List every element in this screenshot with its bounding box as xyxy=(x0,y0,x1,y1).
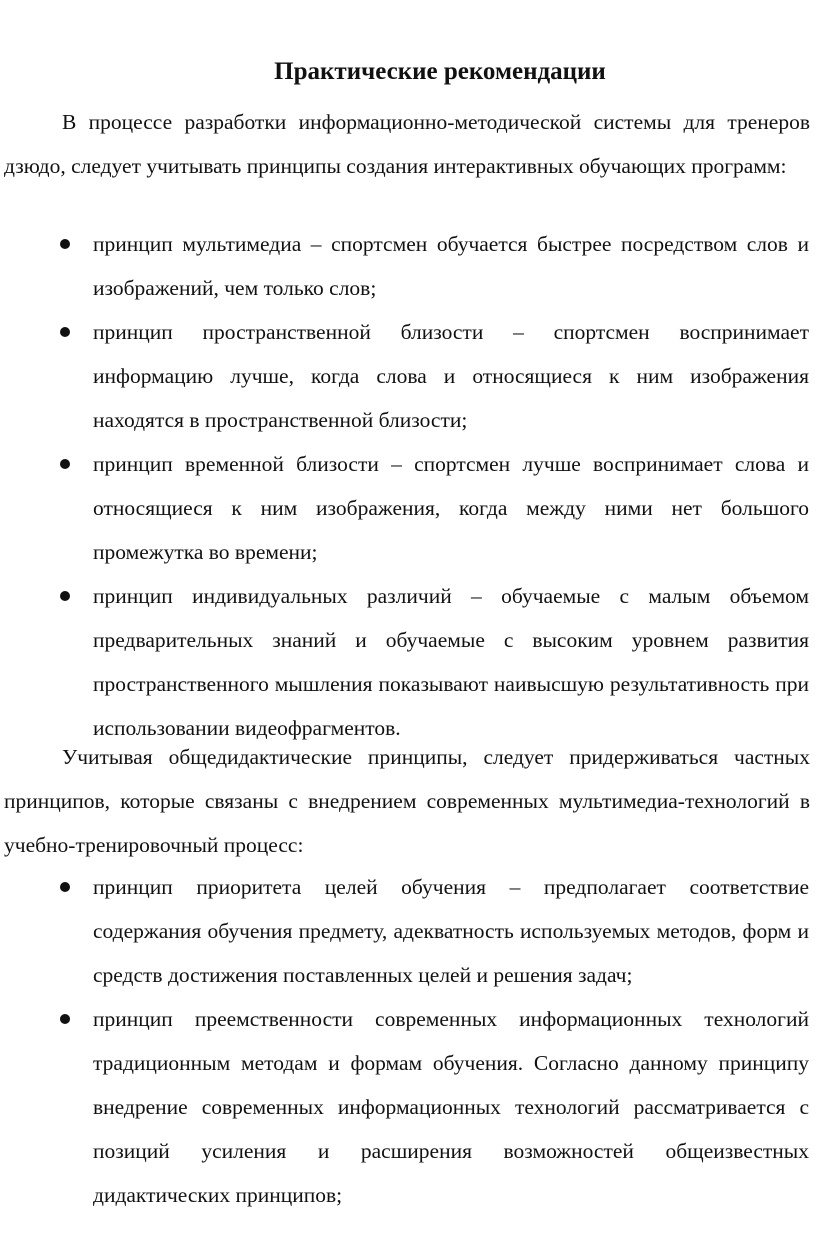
intro-paragraph: В процессе разработки информационно-методической системы для тренеров дзюдо, следует учитывать принципы создания интерактивных обучающих программ: xyxy=(4,110,810,178)
list-item xyxy=(0,442,816,574)
list-item-text: принцип пространственной близости – спортсмен воспринимает информацию лучше, когда слова и относящиеся к ним изображения находятся в пространственной близости; xyxy=(93,320,809,432)
list-item xyxy=(0,574,816,750)
bullet-icon xyxy=(60,1014,70,1024)
principles-list xyxy=(0,222,816,750)
bullet-icon xyxy=(60,882,70,892)
list-item-text: принцип преемственности современных информационных технологий традиционным методам и формам обучения. Согласно данному принципу внедрение современных информационных технологий рассматривается с позиций усиления и расширения возможностей общеизвестных дидактических принципов; xyxy=(93,1007,809,1207)
particular-principles-list xyxy=(0,865,816,1217)
list-item xyxy=(0,997,816,1217)
bullet-icon xyxy=(60,591,70,601)
list-item-text: принцип мультимедиа – спортсмен обучается быстрее посредством слов и изображений, чем только слов; xyxy=(93,232,809,300)
list-item-text: принцип временной близости – спортсмен лучше воспринимает слова и относящиеся к ним изображения, когда между ними нет большого промежутка во времени; xyxy=(93,452,809,564)
bullet-icon xyxy=(60,239,70,249)
list-item xyxy=(0,222,816,310)
list-item xyxy=(0,865,816,997)
bullet-icon xyxy=(60,327,70,337)
bullet-icon xyxy=(60,459,70,469)
page-title: Практические рекомендации xyxy=(274,58,606,85)
list-item-text: принцип индивидуальных различий – обучаемые с малым объемом предварительных знаний и обучаемые с высоким уровнем развития пространственного мышления показывают наивысшую результативность при использовании видеофрагментов. xyxy=(93,584,809,740)
list-item-text: принцип приоритета целей обучения – предполагает соответствие содержания обучения предмету, адекватность используемых методов, форм и средств достижения поставленных целей и решения задач; xyxy=(93,875,809,987)
second-paragraph: Учитывая общедидактические принципы, следует придерживаться частных принципов, которые связаны с внедрением современных мультимедиа-технологий в учебно-тренировочный процесс: xyxy=(4,745,810,857)
list-item xyxy=(0,310,816,442)
